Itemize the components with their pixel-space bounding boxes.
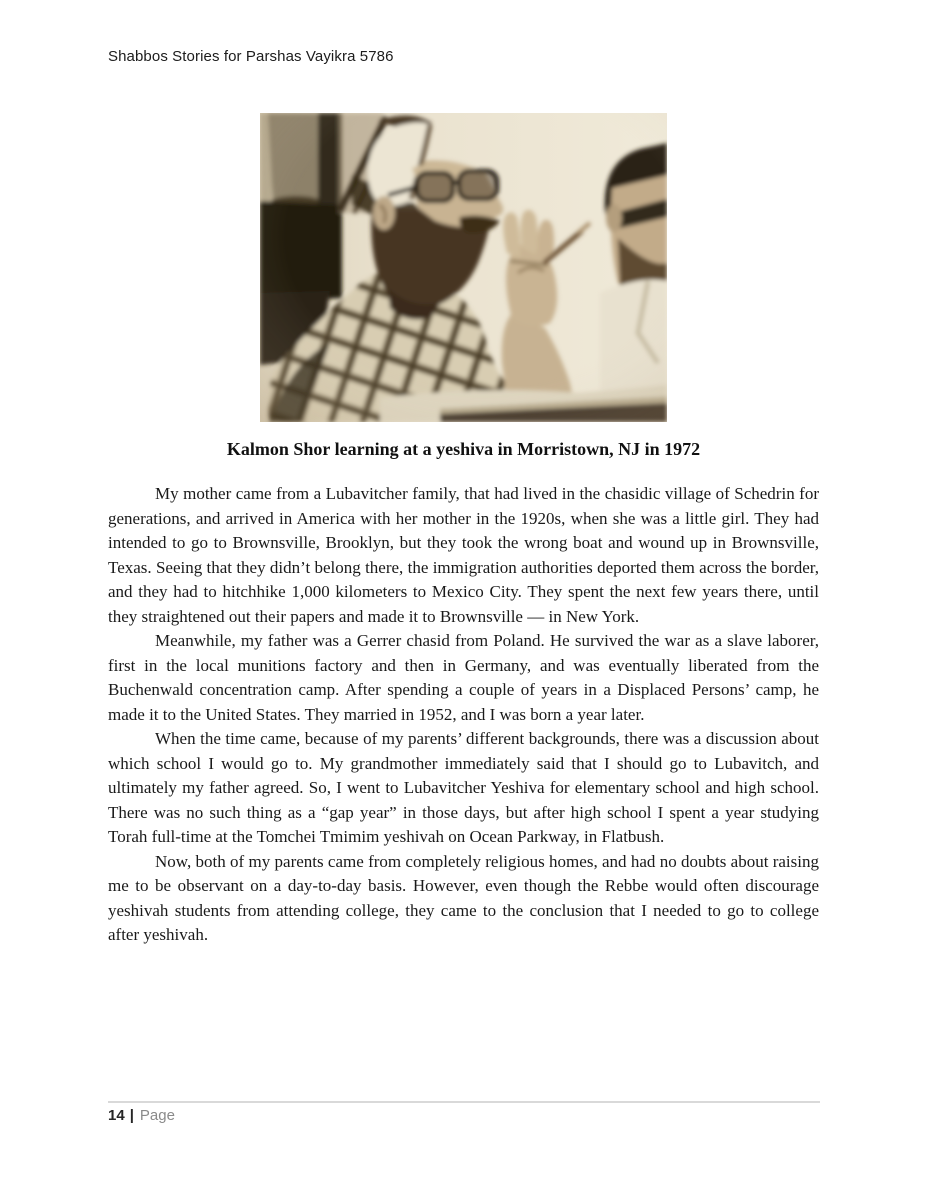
- footer-separator: |: [129, 1107, 134, 1124]
- page-footer: [108, 1106, 175, 1126]
- paragraph: My mother came from a Lubavitcher family, that had lived in the chasidic village of Schedrin for generations, and arrived in America with her mother in the 1920s, when she was a little girl. They had intended to go to Brownsville, Brooklyn, but they took the wrong boat and wound up in Brownsville, Texas. Seeing that they didn’t belong there, the immigration authorities deported them across the border, and they had to hitchhike 1,000 kilometers to Mexico City. They spent the next few years there, until they straightened out their papers and made it to Brownsville — in New York.: [108, 484, 819, 626]
- footer-page-number: 14: [108, 1107, 125, 1124]
- yeshiva-photo: [260, 113, 667, 422]
- footer-divider: [108, 1101, 820, 1103]
- document-header-text: Shabbos Stories for Parshas Vayikra 5786: [108, 48, 394, 65]
- footer-page-label: Page: [139, 1107, 175, 1124]
- photo-caption: Kalmon Shor learning at a yeshiva in Morristown, NJ in 1972: [226, 439, 701, 459]
- paragraph: Now, both of my parents came from completely religious homes, and had no doubts about raising me to be observant on a day-to-day basis. However, even though the Rebbe would often discourage yeshivah students from attending college, they came to the conclusion that I needed to go to college after yeshivah.: [108, 851, 819, 944]
- paragraph: When the time came, because of my parents’ different backgrounds, there was a discussion about which school I would go to. My grandmother immediately said that I should go to Lubavitch, and ultimately my father agreed. So, I went to Lubavitcher Yeshiva for elementary school and high school. There was no such thing as a “gap year” in those days, but after high school I spent a year studying Torah full-time at the Tomchei Tmimim yeshivah on Ocean Parkway, in Flatbush.: [108, 729, 819, 846]
- yeshiva-photo-illustration: [260, 113, 667, 422]
- article-body: [108, 482, 819, 948]
- paragraph: Meanwhile, my father was a Gerrer chasid from Poland. He survived the war as a slave laborer, first in the local munitions factory and then in Germany, and was eventually liberated from the Buchenwald concentration camp. After spending a couple of years in a Displaced Persons’ camp, he made it to the United States. They married in 1952, and I was born a year later.: [108, 631, 819, 724]
